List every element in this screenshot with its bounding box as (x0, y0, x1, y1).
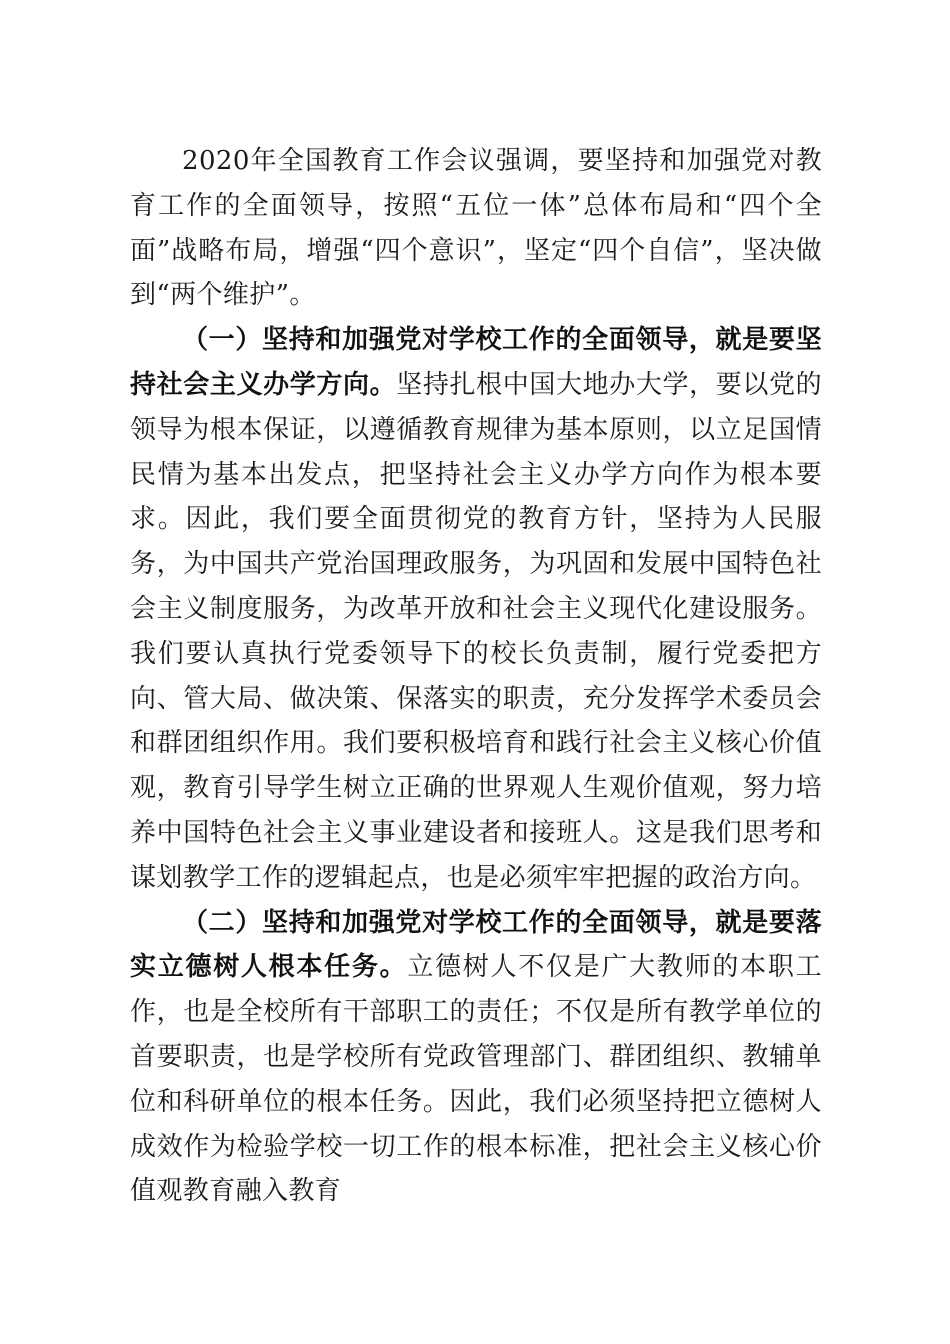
document-body (130, 139, 822, 1214)
section-2-heading: （二）坚持和加强党对学校工作的全面领导，就是要落实立德树人根本任务。 (130, 907, 822, 983)
paragraph-section-2 (130, 901, 822, 1215)
paragraph-intro (130, 139, 822, 318)
section-2-text: 立德树人不仅是广大教师的本职工作，也是全校所有干部职工的责任；不仅是所有教学单位的首要职责，也是学校所有党政管理部门、群团组织、教辅单位和科研单位的根本任务。因此，我们必须坚持把立德树人成效作为检验学校一切工作的根本标准，把社会主义核心价值观教育融入教育 (130, 952, 822, 1207)
section-1-text: 坚持扎根中国大地办大学，要以党的领导为根本保证，以遵循教育规律为基本原则，以立足国情民情为基本出发点，把坚持社会主义办学方向作为根本要求。因此，我们要全面贯彻党的教育方针，坚持为人民服务，为中国共产党治国理政服务，为巩固和发展中国特色社会主义制度服务，为改革开放和社会主义现代化建设服务。我们要认真执行党委领导下的校长负责制，履行党委把方向、管大局、做决策、保落实的职责，充分发挥学术委员会和群团组织作用。我们要积极培育和践行社会主义核心价值观，教育引导学生树立正确的世界观人生观价值观，努力培养中国特色社会主义事业建设者和接班人。这是我们思考和谋划教学工作的逻辑起点，也是必须牢牢把握的政治方向。 (130, 369, 822, 893)
paragraph-section-1 (130, 318, 822, 900)
paragraph-intro-text: 2020年全国教育工作会议强调，要坚持和加强党对教育工作的全面领导，按照“五位一体”总体布局和“四个全面”战略布局，增强“四个意识”，坚定“四个自信”，坚决做到“两个维护”。 (130, 146, 822, 311)
section-1-heading: （一）坚持和加强党对学校工作的全面领导，就是要坚持社会主义办学方向。 (130, 325, 822, 400)
